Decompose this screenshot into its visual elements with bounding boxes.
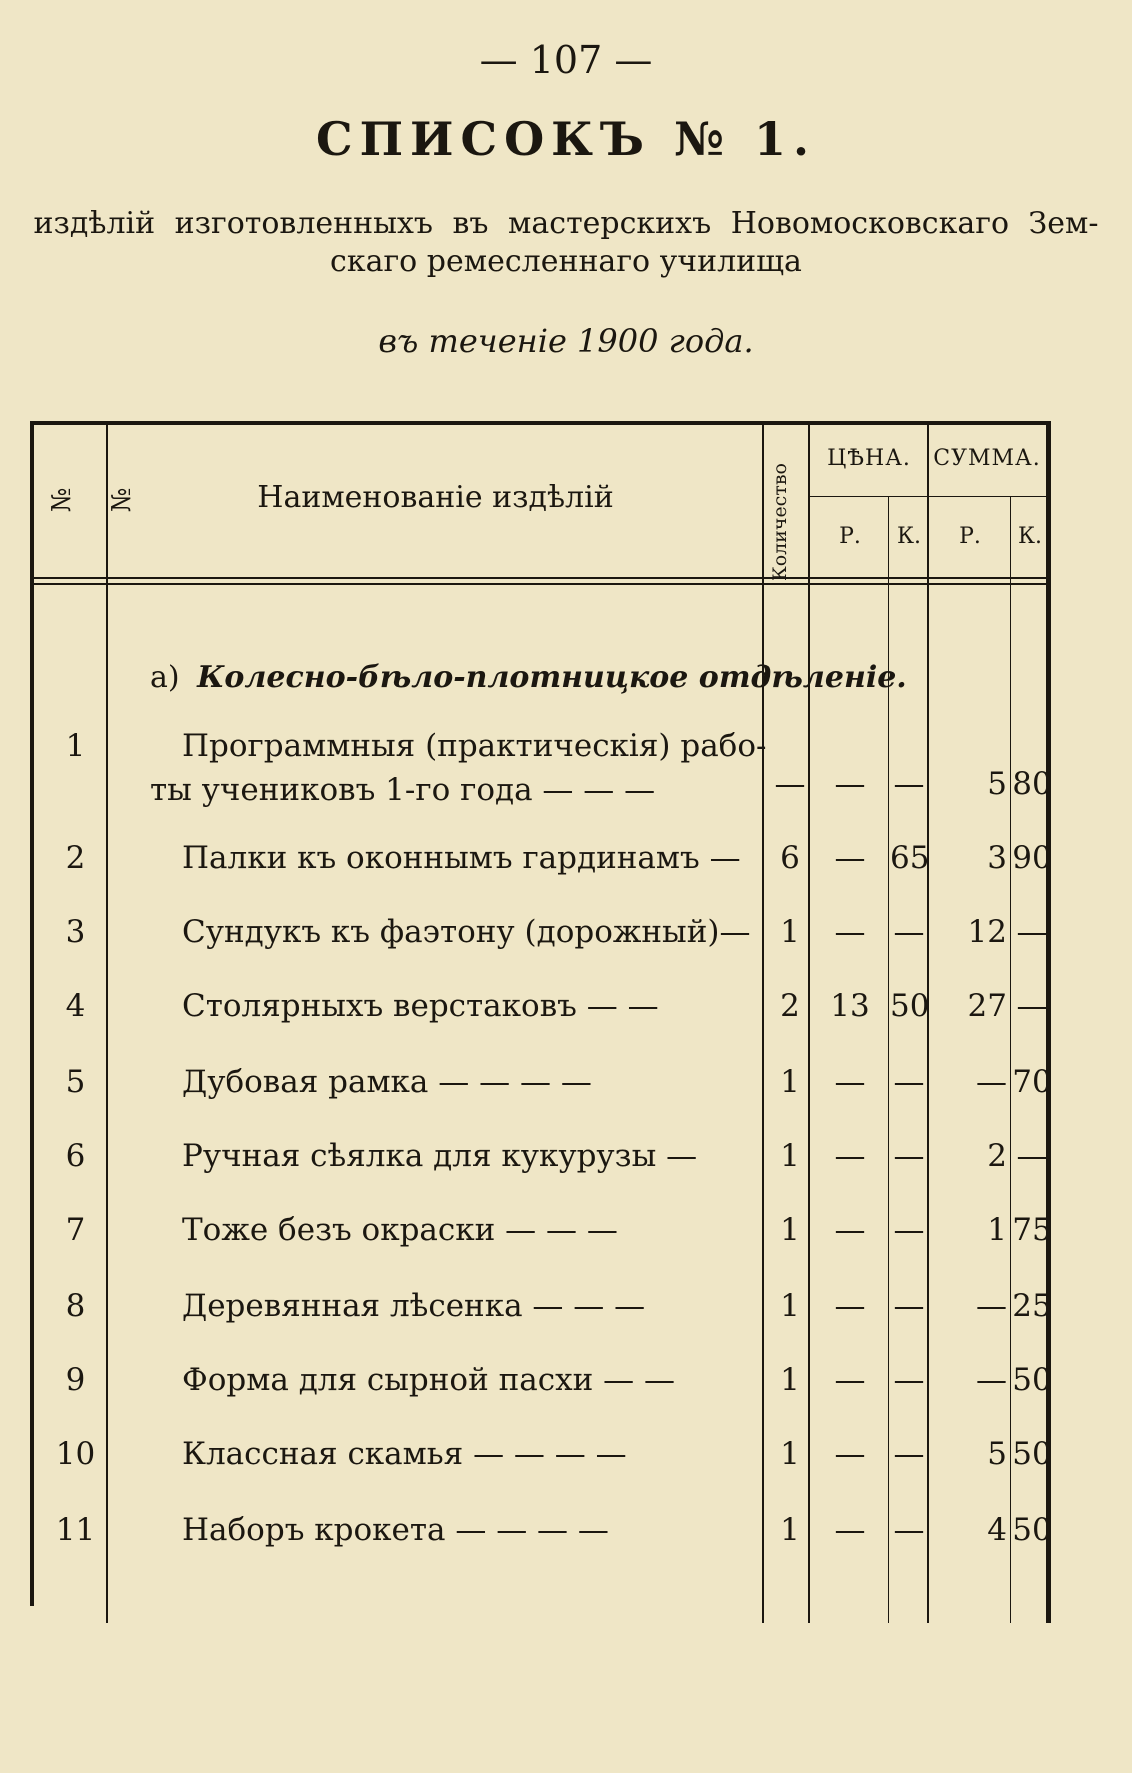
table-cell-sum-kop: 70	[1012, 1064, 1052, 1100]
table-cell-price-rub: —	[834, 1362, 866, 1398]
table-row-name: Тоже безъ окраски — — —	[182, 1212, 618, 1248]
table-cell-sum-rub: 27	[967, 988, 1007, 1024]
table-cell-sum-kop: —	[1016, 1138, 1048, 1174]
table-cell-quantity: 1	[780, 1362, 800, 1398]
table-cell-quantity: 1	[780, 1288, 800, 1324]
table-cell-quantity: 1	[780, 1512, 800, 1548]
table-row-number: 3	[65, 914, 86, 950]
table-cell-sum-rub: 2	[987, 1138, 1007, 1174]
table-cell-price-kop: —	[893, 1064, 925, 1100]
period-caption: въ теченіе 1900 года.	[378, 322, 754, 360]
table-cell-price-kop: 50	[890, 988, 930, 1024]
table-cell-price-rub: —	[834, 914, 866, 950]
table-row-number: 2	[65, 840, 86, 876]
table-cell-sum-kop: —	[1016, 914, 1048, 950]
subtitle-line-2: скаго ремесленнаго училища	[330, 244, 802, 279]
table-row-name: Столярныхъ верстаковъ — —	[182, 988, 659, 1024]
table-cell-sum-rub: —	[976, 1288, 1007, 1324]
table-cell-price-rub: —	[834, 1436, 866, 1472]
table-cell-sum-kop: 25	[1012, 1288, 1052, 1324]
document-title: СПИСОКЪ № 1.	[315, 112, 817, 166]
table-cell-price-rub: —	[834, 1064, 866, 1100]
section-letter: a)	[150, 660, 180, 695]
name-column-divider	[762, 423, 764, 1623]
table-row-number: 7	[65, 1212, 86, 1248]
header-price: ЦѢНА.	[827, 446, 911, 471]
table-cell-price-kop: —	[893, 1138, 925, 1174]
table-cell-price-kop: 65	[890, 840, 930, 876]
header-sum: СУММА.	[933, 446, 1041, 471]
header-price-kop: К.	[896, 524, 922, 549]
section-label: Колесно-бѣло-плотницкое отдѣленіе.	[197, 660, 907, 695]
table-cell-sum-kop: 50	[1012, 1436, 1052, 1472]
table-cell-price-kop: —	[893, 766, 925, 802]
table-cell-price-kop: —	[893, 914, 925, 950]
table-cell-sum-kop: 50	[1012, 1512, 1052, 1548]
table-cell-quantity: 6	[780, 840, 800, 876]
table-row-name: Программныя (практическія) рабо-	[182, 728, 767, 764]
table-cell-quantity: —	[774, 766, 806, 802]
table-cell-sum-rub: 1	[987, 1212, 1007, 1248]
header-item-name: Наименованіе издѣлій	[257, 480, 614, 515]
table-cell-quantity: 1	[780, 914, 800, 950]
table-cell-price-kop: —	[893, 1212, 925, 1248]
table-header-rule-2	[34, 583, 1046, 585]
table-row-name: Сундукъ къ фаэтону (дорожный)—	[182, 914, 751, 950]
table-cell-quantity: 1	[780, 1436, 800, 1472]
table-cell-price-rub: —	[834, 1138, 866, 1174]
table-row-number: 4	[65, 988, 86, 1024]
table-row-number: 9	[65, 1362, 86, 1398]
table-row-name-continued: ты учениковъ 1-го года — — —	[150, 772, 656, 808]
table-cell-sum-kop: 80	[1012, 766, 1052, 802]
table-header-rule-1	[34, 577, 1046, 579]
table-top-rule	[34, 421, 1046, 425]
table-cell-price-kop: —	[893, 1436, 925, 1472]
table-row-number: 5	[65, 1064, 86, 1100]
table-cell-price-rub: —	[834, 1512, 866, 1548]
table-row-number: 11	[55, 1512, 96, 1548]
table-cell-quantity: 1	[780, 1212, 800, 1248]
table-cell-sum-kop: 50	[1012, 1362, 1052, 1398]
table-row-name: Наборъ крокета — — — —	[182, 1512, 609, 1548]
section-heading	[150, 660, 907, 695]
table-cell-sum-rub: 5	[987, 766, 1007, 802]
table-cell-sum-rub: 5	[987, 1436, 1007, 1472]
subtitle-line-1: издѣлій изготовленныхъ въ мастерскихъ Новомосковскаго Зем-	[33, 206, 1099, 241]
table-cell-sum-rub: 3	[987, 840, 1007, 876]
table-cell-price-rub: —	[834, 766, 866, 802]
table-cell-price-kop: —	[893, 1512, 925, 1548]
table-row-name: Дубовая рамка — — — —	[182, 1064, 592, 1100]
table-cell-price-kop: —	[893, 1362, 925, 1398]
header-number: № №	[47, 487, 137, 513]
table-cell-sum-kop: 90	[1012, 840, 1052, 876]
table-cell-quantity: 1	[780, 1138, 800, 1174]
header-quantity: Количество	[769, 463, 791, 581]
header-sum-rub: Р.	[959, 524, 981, 549]
table-left-border	[30, 421, 34, 1606]
table-cell-price-kop: —	[893, 1288, 925, 1324]
table-cell-sum-kop: —	[1016, 988, 1048, 1024]
table-row-name: Классная скамья — — — —	[182, 1436, 627, 1472]
table-cell-sum-rub: —	[976, 1064, 1007, 1100]
quantity-column-divider	[808, 423, 810, 1623]
table-cell-price-rub: —	[834, 1212, 866, 1248]
table-cell-sum-rub: 12	[967, 914, 1007, 950]
table-cell-sum-rub: 4	[987, 1512, 1007, 1548]
table-cell-price-rub: 13	[830, 988, 870, 1024]
table-row-name: Ручная сѣялка для кукурузы —	[182, 1138, 698, 1174]
table-cell-price-rub: —	[834, 840, 866, 876]
table-cell-quantity: 1	[780, 1064, 800, 1100]
table-cell-quantity: 2	[780, 988, 800, 1024]
table-cell-price-rub: —	[834, 1288, 866, 1324]
table-cell-sum-kop: 75	[1012, 1212, 1052, 1248]
table-row-number: 8	[65, 1288, 86, 1324]
table-row-name: Палки къ оконнымъ гардинамъ —	[182, 840, 741, 876]
table-row-number: 10	[55, 1436, 96, 1472]
table-cell-sum-rub: —	[976, 1362, 1007, 1398]
table-row-number: 6	[65, 1138, 86, 1174]
page-number: — 107 —	[479, 38, 653, 82]
table-row-name: Форма для сырной пасхи — —	[182, 1362, 675, 1398]
table-row-number: 1	[65, 728, 86, 764]
table-row-name: Деревянная лѣсенка — — —	[182, 1288, 646, 1324]
header-sum-kop: К.	[1017, 524, 1043, 549]
header-price-rub: Р.	[839, 524, 861, 549]
